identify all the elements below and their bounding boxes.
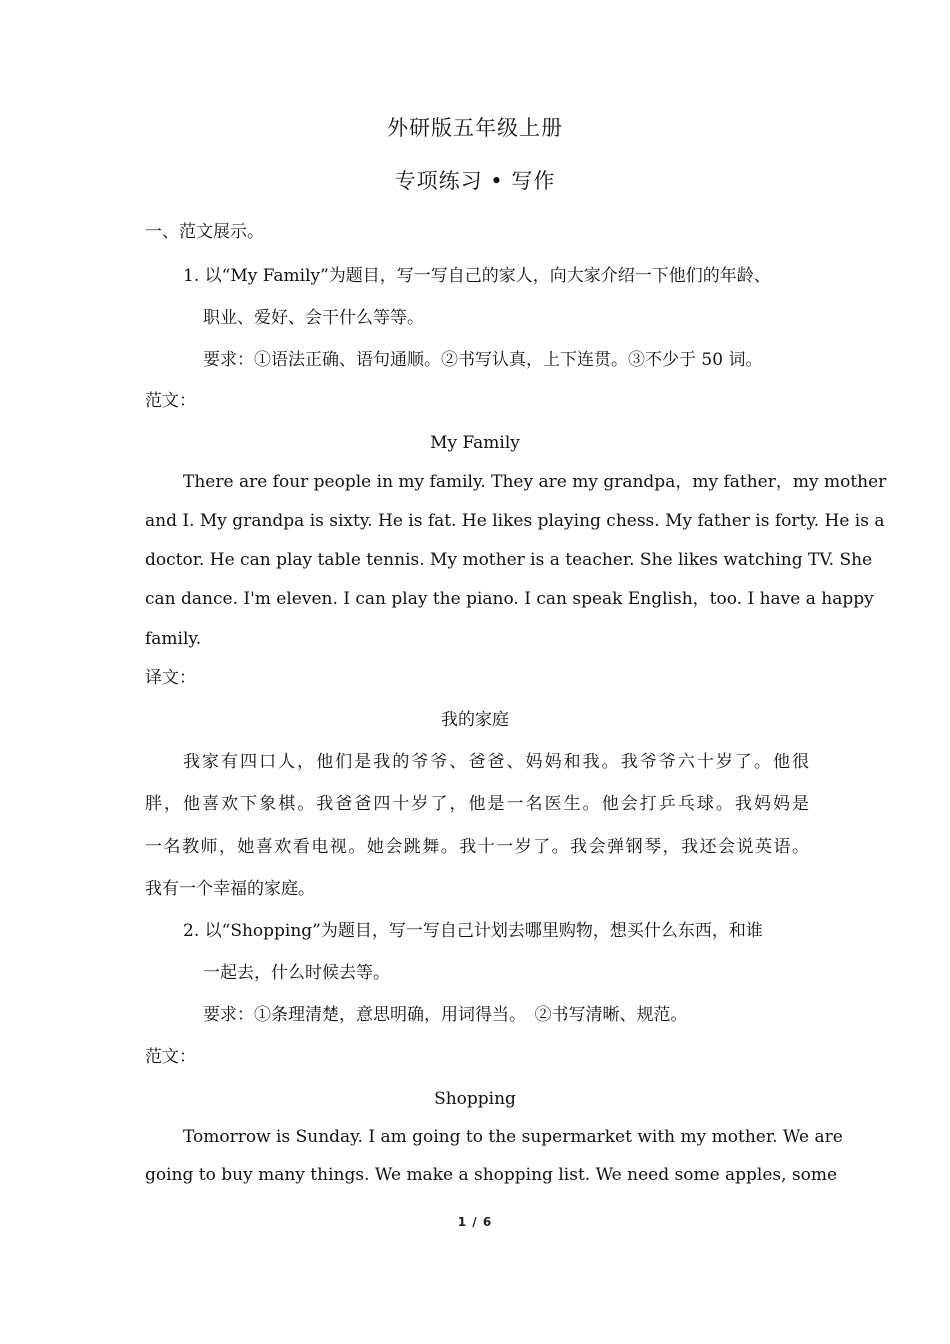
task2-requirements: 要求：①条理清楚，意思明确，用词得当。 ②书写清晰、规范。 — [203, 1005, 688, 1025]
task1-translation-line: 一名教师，她喜欢看电视。她会跳舞。我十一岁了。我会弹钢琴，我还会说英语。 — [145, 837, 809, 857]
task2-prompt-line2: 一起去，什么时候去等。 — [203, 963, 390, 983]
task1-translation-line: 我有一个幸福的家庭。 — [145, 879, 315, 899]
page-number: 1 / 6 — [457, 1215, 493, 1229]
section-heading: 一、范文展示。 — [145, 222, 264, 242]
task1-sample-line: and I. My grandpa is sixty. He is fat. He likes playing chess. My father is forty. He is a — [145, 511, 885, 531]
task1-translation-title: 我的家庭 — [441, 710, 509, 730]
task1-requirements: 要求：①语法正确、语句通顺。②书写认真，上下连贯。③不少于 50 词。 — [203, 350, 763, 370]
task1-sample-line: can dance. I'm eleven. I can play the piano. I can speak English，too. I have a happy — [145, 589, 874, 609]
task2-sample-label: 范文： — [145, 1047, 196, 1067]
task2-prompt-line1: 2. 以“Shopping”为题目，写一写自己计划去哪里购物，想买什么东西，和谁 — [183, 921, 763, 941]
task2-sample-line: going to buy many things. We make a shopping list. We need some apples, some — [145, 1165, 838, 1185]
task1-prompt-line2: 职业、爱好、会干什么等等。 — [203, 308, 424, 328]
task1-translation-line: 我家有四口人，他们是我的爷爷、爸爸、妈妈和我。我爷爷六十岁了。他很 — [183, 752, 809, 772]
task1-sample-line: There are four people in my family. They are my grandpa，my father，my mother — [183, 472, 887, 492]
task2-sample-line: Tomorrow is Sunday. I am going to the supermarket with my mother. We are — [183, 1127, 843, 1147]
task1-translation-line: 胖，他喜欢下象棋。我爸爸四十岁了，他是一名医生。他会打乒乓球。我妈妈是 — [145, 794, 809, 814]
task1-sample-line: family. — [145, 629, 202, 649]
document-subtitle: 专项练习 • 写作 — [394, 169, 556, 193]
document-title: 外研版五年级上册 — [387, 116, 563, 140]
task1-sample-line: doctor. He can play table tennis. My mother is a teacher. She likes watching TV. She — [145, 550, 873, 570]
task1-sample-label: 范文： — [145, 391, 196, 411]
task1-translation-label: 译文： — [145, 668, 196, 688]
task1-prompt-line1: 1. 以“My Family”为题目，写一写自己的家人，向大家介绍一下他们的年龄、 — [183, 266, 771, 286]
task2-sample-title: Shopping — [434, 1089, 516, 1109]
task1-sample-title: My Family — [430, 433, 520, 453]
